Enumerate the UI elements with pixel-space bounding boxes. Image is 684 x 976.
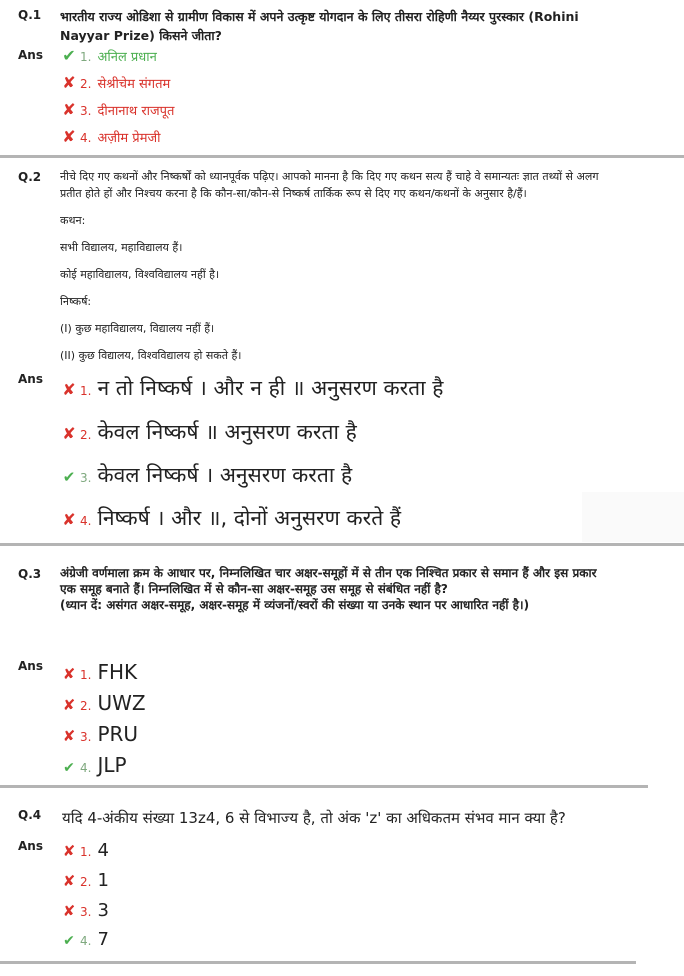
option-number: 4. [80,934,92,948]
option-text: FHK [97,660,138,684]
option-number: 2. [80,699,92,713]
option-3 [62,900,109,921]
instruction-text: नीचे दिए गए कथनों और निष्कर्षों को ध्यानपूर्वक पढ़िए। आपको मानना है कि दिए गए कथन सत्य हैं चाहे वे समान्यतः ज्ञात तथ्यों से अलग प्रतीत होते हों और निश्चय करना है कि कौन-सा/कौन-से निष्कर्ष तार्किक रूप से दिए गए कथन/कथनों के अनुसार है/हैं। [60,170,599,200]
option-number: 4. [80,514,92,528]
option-text: अज़ीम प्रेमजी [97,131,161,146]
option-text: दीनानाथ राजपूत [97,104,175,119]
conclusion-1: (I) कुछ महाविद्यालय, विद्यालय नहीं हैं। [60,322,215,335]
option-number: 4. [80,131,92,145]
option-1 [62,374,443,402]
question-text-block [60,565,600,613]
watermark-artifact [582,492,684,542]
conclusion-heading: निष्कर्ष: [60,295,92,308]
question-note: (ध्यान दें: असंगत अक्षर-समूह, अक्षर-समूह में व्यंजनों/स्वरों की संख्या या उनके स्थान पर आधारित नहीं है।) [60,598,530,612]
option-number: 3. [80,104,92,118]
question-number: Q.2 [18,170,42,184]
question-text: अंग्रेजी वर्णमाला क्रम के आधार पर, निम्नलिखित चार अक्षर-समूहों में से तीन एक निश्चित प्रकार से समान हैं और इस प्रकार एक समूह बनाते हैं। निम्नलिखित में से कौन-सा अक्षर-समूह उस समूह से संबंधित नहीं है? [60,566,597,596]
divider [0,155,684,158]
option-number: 3. [80,471,92,485]
check-icon: ✔ [63,933,75,949]
option-3 [62,100,174,119]
answer-label: Ans [18,48,43,62]
option-1 [62,46,157,65]
option-4 [62,753,127,777]
conclusion-2: (II) कुछ विद्यालय, विश्वविद्यालय हो सकते हैं। [60,349,242,362]
statement-2: कोई महाविद्यालय, विश्वविद्यालय नहीं है। [60,268,220,281]
check-icon: ✔ [62,46,76,65]
option-number: 2. [80,428,92,442]
cross-icon: ✘ [62,872,76,890]
option-text: 4 [97,840,109,861]
cross-icon: ✘ [62,510,76,529]
option-4 [62,504,401,532]
option-1 [62,840,109,861]
cross-icon: ✘ [62,902,76,920]
option-2 [62,73,170,92]
question-body [60,168,620,364]
divider [0,543,684,546]
option-text: 1 [97,870,109,891]
option-3 [62,722,138,746]
option-text: PRU [97,722,139,746]
question-number: Q.3 [18,567,42,581]
question-text: यदि 4-अंकीय संख्या 13z4, 6 से विभाज्य है, तो अंक 'z' का अधिकतम संभव मान क्या है? [62,809,566,827]
cross-icon: ✘ [62,424,76,443]
option-text: अनिल प्रधान [97,50,157,65]
option-number: 4. [80,761,92,775]
option-4 [62,127,161,146]
option-text: केवल निष्कर्ष ॥ अनुसरण करता है [97,420,357,444]
statement-heading: कथन: [60,214,86,227]
option-4 [62,929,109,950]
option-number: 1. [80,50,92,64]
cross-icon: ✘ [62,100,76,119]
divider [0,785,648,788]
option-3 [62,461,352,489]
option-text: JLP [97,753,127,777]
cross-icon: ✘ [62,127,76,146]
option-number: 2. [80,875,92,889]
option-text: UWZ [97,691,146,715]
option-number: 1. [80,384,92,398]
option-text: केवल निष्कर्ष । अनुसरण करता है [97,463,353,487]
cross-icon: ✘ [62,73,76,92]
cross-icon: ✘ [62,665,76,683]
cross-icon: ✘ [62,842,76,860]
check-icon: ✔ [63,760,75,776]
option-text: 7 [97,929,109,950]
option-2 [62,418,357,446]
option-number: 1. [80,845,92,859]
cross-icon: ✘ [62,696,76,714]
question-number: Q.1 [18,8,42,22]
cross-icon: ✘ [62,727,76,745]
option-text: निष्कर्ष । और ॥, दोनों अनुसरण करते हैं [97,506,402,530]
option-text: सेश्रीचेम संगतम [97,77,171,92]
question-number: Q.4 [18,808,42,822]
answer-label: Ans [18,839,43,853]
statement-1: सभी विद्यालय, महाविद्यालय हैं। [60,241,183,254]
option-2 [62,691,146,715]
option-number: 3. [80,905,92,919]
question-text: भारतीय राज्य ओडिशा से ग्रामीण विकास में अपने उत्कृष्ट योगदान के लिए तीसरा रोहिणी नैय्यर पुरस्कार (Rohini Nayyar Prize) किसने जीता? [60,9,579,43]
option-1 [62,660,137,684]
cross-icon: ✘ [62,380,76,399]
divider [0,961,636,964]
option-number: 3. [80,730,92,744]
option-number: 2. [80,77,92,91]
option-number: 1. [80,668,92,682]
answer-label: Ans [18,372,43,386]
option-text: न तो निष्कर्ष । और न ही ॥ अनुसरण करता है [97,376,444,400]
option-2 [62,870,109,891]
check-icon: ✔ [62,468,76,486]
answer-label: Ans [18,659,43,673]
option-text: 3 [97,900,109,921]
